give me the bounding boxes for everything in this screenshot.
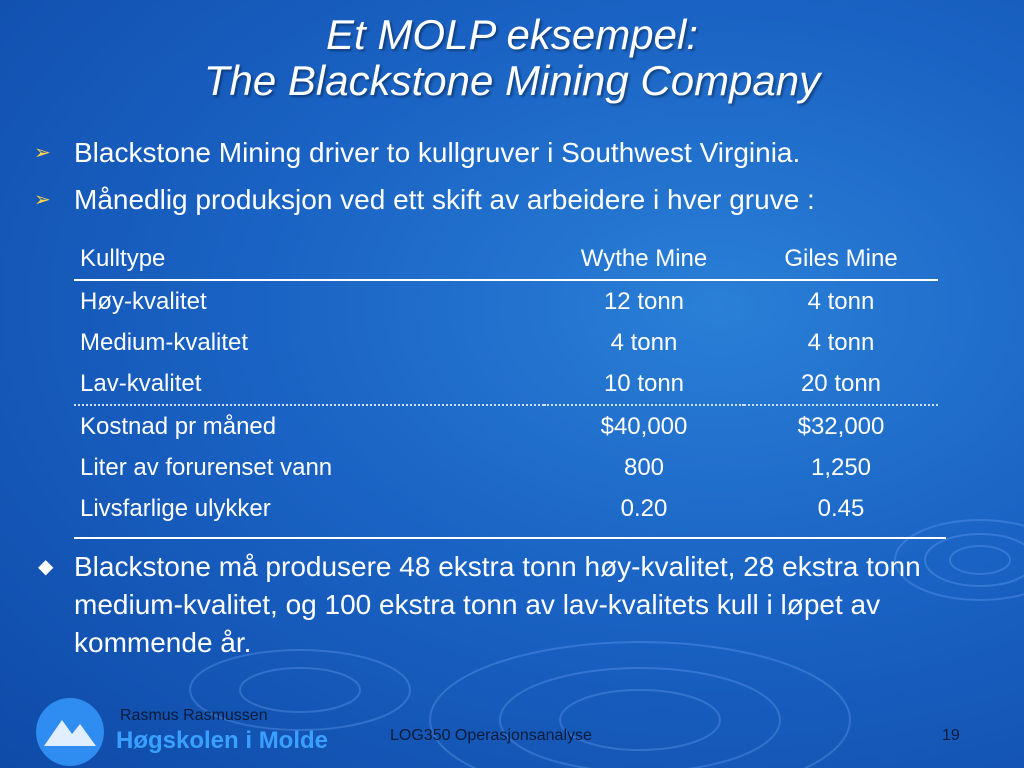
arrow-marker-icon: ➢ [34, 142, 51, 164]
row-label: Medium-kvalitet [80, 328, 249, 356]
table-cell: 1,250 [810, 453, 872, 481]
row-label: Liter av forurenset vann [80, 453, 333, 481]
footer-author: Rasmus Rasmussen [120, 707, 268, 724]
row-label: Kostnad pr måned [80, 412, 277, 440]
requirement-note [38, 548, 974, 662]
slide-title [0, 12, 1024, 104]
row-label: Høy-kvalitet [80, 287, 207, 315]
table-header-row [74, 238, 938, 280]
table-cell: 800 [623, 453, 665, 481]
table-bottom-rule [74, 537, 946, 539]
bullet-item [30, 136, 1010, 170]
bullet-list [30, 136, 1010, 230]
table-cell: 10 tonn [544, 363, 744, 405]
table-row [74, 405, 938, 447]
table-cell: 4 tonn [807, 328, 875, 356]
table-cell: 0.20 [620, 494, 668, 522]
footer-school-name: Høgskolen i Molde [116, 727, 329, 754]
bullet-text: Blackstone Mining driver to kullgruver i Southwest Virginia. [74, 137, 801, 168]
table-row [74, 488, 938, 529]
header-cell: Wythe Mine [544, 238, 744, 280]
table-cell: 12 tonn [603, 287, 685, 315]
table-row [74, 280, 938, 322]
title-line-1: Et MOLP eksempel: [326, 11, 698, 58]
mine-data-table [74, 238, 938, 529]
title-line-2: The Blackstone Mining Company [203, 57, 821, 104]
table-cell: 20 tonn [744, 363, 938, 405]
table-cell: $40,000 [600, 412, 688, 440]
footer-course: LOG350 Operasjonsanalyse [390, 727, 592, 744]
row-label: Lav-kvalitet [74, 363, 544, 405]
row-label: Livsfarlige ulykker [80, 494, 271, 522]
header-cell: Giles Mine [744, 238, 938, 280]
table-row [74, 447, 938, 488]
slide-number: 19 [942, 727, 960, 744]
diamond-bullet-icon: ◆ [38, 556, 54, 578]
note-text: Blackstone må produsere 48 ekstra tonn høy-kvalitet, 28 ekstra tonn medium-kvalitet, og 100 ekstra tonn av lav-kvalitets kull i løpet av kommende år. [74, 551, 921, 658]
table-row [74, 363, 938, 405]
table-cell: 4 tonn [807, 287, 875, 315]
table-cell: 0.45 [817, 494, 865, 522]
table-cell: 4 tonn [610, 328, 678, 356]
table-row [74, 322, 938, 363]
bullet-text: Månedlig produksjon ved ett skift av arbeidere i hver gruve : [74, 184, 815, 215]
bullet-item [30, 183, 1010, 217]
table-cell: $32,000 [797, 412, 885, 440]
school-logo-icon [34, 696, 106, 768]
header-cell: Kulltype [74, 238, 544, 280]
arrow-marker-icon: ➢ [34, 189, 51, 211]
